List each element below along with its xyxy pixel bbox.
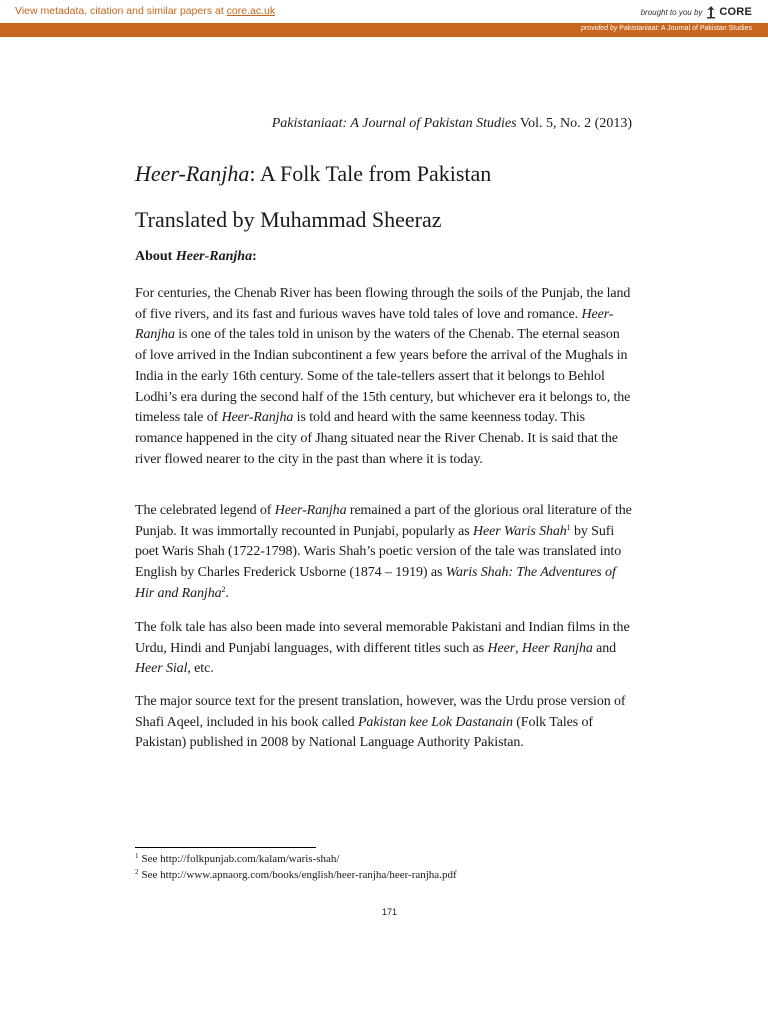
p2-italic-f: Waris Shah: The Adventures of Hir and Ranjha xyxy=(135,565,616,601)
page-number: 171 xyxy=(381,907,398,917)
p4-text-c: (Folk Tales of Pakistan) published in 2008 by National Language Authority Pakistan. xyxy=(135,714,593,751)
core-banner xyxy=(0,0,768,24)
paragraph-3 xyxy=(135,618,632,680)
article-title-italic: Heer-Ranjha xyxy=(135,161,250,186)
p2-italic-d: Heer Waris Shah xyxy=(473,523,567,539)
provider-name[interactable]: Pakistaniaat: A Journal of Pakistan Studies xyxy=(619,25,752,32)
provided-by-label: provided by xyxy=(581,25,618,32)
provided-by-text xyxy=(581,25,752,32)
p2-text-e: by Sufi poet Waris Shah (1722-1798). Waris Shah’s poetic version of the tale was translated into English by Charles Frederick Usborne (1874 – 1919) as xyxy=(135,523,622,581)
footnote-1-marker: 1 xyxy=(135,852,139,860)
core-metadata-line xyxy=(15,5,275,17)
p3-italic-b: Heer xyxy=(487,640,516,656)
p2-text-g: . xyxy=(225,585,229,601)
p2-text-c: remained a part of the glorious oral literature of the Punjab. It was immortally recounted in Punjabi, popularly as xyxy=(135,503,632,539)
footnote-divider xyxy=(135,847,316,848)
p3-text-c: , xyxy=(515,640,522,656)
core-logo-icon xyxy=(705,5,717,19)
p3-text-a: The folk tale has also been made into several memorable Pakistani and Indian films in the Urdu, Hindi and Punjabi languages, with different titles such as xyxy=(135,620,630,656)
article-title xyxy=(135,161,491,187)
section-heading-suffix: : xyxy=(252,249,257,264)
p1-text-c: is one of the tales told in unison by the waters of the Chenab. The eternal season of love arrived in the Indian subcontinent a few years before the arrival of the Mughals in India in the early 16th century. Some of the tale-tellers assert that it belongs to Behlol Lodhi’s era during the second half of the 15th century, but whichever era it belongs to, the timeless tale of xyxy=(135,327,631,426)
core-brand[interactable] xyxy=(641,4,752,20)
footnote-2-marker: 2 xyxy=(135,868,139,876)
footnote-1 xyxy=(135,853,339,865)
paragraph-2 xyxy=(135,501,632,605)
p3-text-g: , etc. xyxy=(187,661,214,677)
footnote-2 xyxy=(135,869,457,881)
p3-italic-f: Heer Sial xyxy=(135,661,188,677)
p2-text-a: The celebrated legend of xyxy=(135,503,275,518)
p1-italic-b: Heer-Ranjha xyxy=(135,306,614,343)
footnote-2-text[interactable]: See http://www.apnaorg.com/books/english/heer-ranjha/heer-ranjha.pdf xyxy=(141,869,457,881)
paragraph-4 xyxy=(135,692,632,754)
footnote-1-text[interactable]: See http://folkpunjab.com/kalam/waris-shah/ xyxy=(141,853,340,865)
provided-by-bar xyxy=(0,23,768,37)
p2-italic-b: Heer-Ranjha xyxy=(274,503,347,518)
p3-text-e: and xyxy=(592,640,617,656)
paragraph-1 xyxy=(135,284,632,470)
p3-italic-d: Heer Ranjha xyxy=(521,640,593,656)
section-heading-italic: Heer-Ranjha xyxy=(175,249,253,264)
journal-header xyxy=(135,116,632,132)
brought-to-you-label: brought to you by xyxy=(640,7,703,17)
journal-name: Pakistaniaat: A Journal of Pakistan Studies xyxy=(271,116,517,131)
footnote-ref-2[interactable]: 2 xyxy=(221,584,226,594)
footnote-ref-1[interactable]: 1 xyxy=(566,522,571,532)
core-link[interactable]: core.ac.uk xyxy=(226,5,276,17)
p1-italic-d: Heer-Ranjha xyxy=(221,410,294,426)
p1-text-e: is told and heard with the same keenness today. This romance happened in the city of Jhang situated near the River Chenab. It is said that the river flowed nearer to the city in the past than where it is today. xyxy=(135,410,618,467)
core-metadata-prefix: View metadata, citation and similar papers at xyxy=(15,5,227,17)
p4-text-a: The major source text for the present translation, however, was the Urdu prose version of Shafi Aqeel, included in his book called xyxy=(135,694,626,730)
section-heading-prefix: About xyxy=(135,249,176,264)
volume-issue: Vol. 5, No. 2 (2013) xyxy=(519,116,632,131)
p1-text-a: For centuries, the Chenab River has been flowing through the soils of the Punjab, the land of five rivers, and its fast and furious waves have told tales of love and romance. xyxy=(135,286,631,322)
section-heading xyxy=(135,249,257,265)
article-title-rest: : A Folk Tale from Pakistan xyxy=(249,161,492,186)
p4-italic-b: Pakistan kee Lok Dastanain xyxy=(357,714,513,730)
translator-line: Translated by Muhammad Sheeraz xyxy=(135,207,442,232)
core-logo-text: CORE xyxy=(719,6,752,18)
